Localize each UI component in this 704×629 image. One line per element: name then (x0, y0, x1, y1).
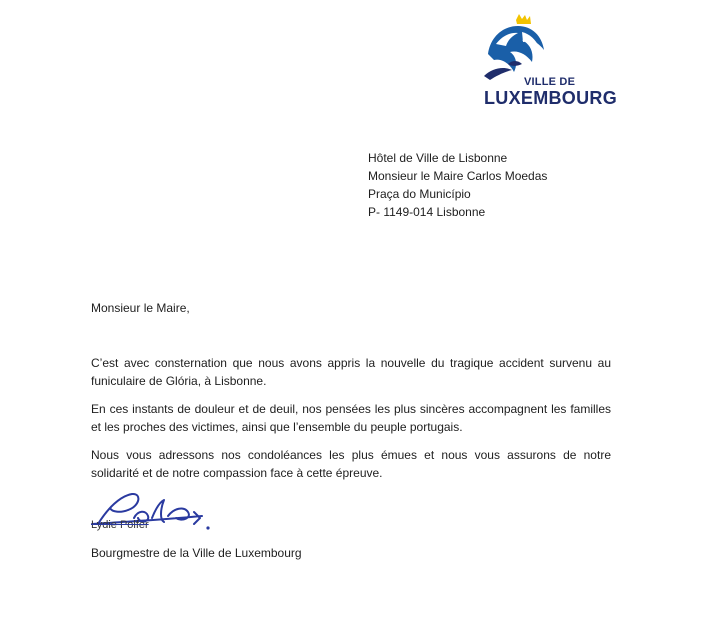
paragraph-3: Nous vous adressons nos condoléances les plus émues et nous vous assurons de notre solidarité et de notre compassion face à cette épreuve. (91, 448, 611, 480)
logo-text-luxembourg: LUXEMBOURG (484, 88, 617, 108)
ville-de-luxembourg-logo (474, 14, 624, 108)
salutation: Monsieur le Maire, (91, 301, 190, 315)
address-line-2: Monsieur le Maire Carlos Moedas (368, 169, 548, 183)
paragraph-2: En ces instants de douleur et de deuil, nos pensées les plus sincères accompagnent les familles et les proches des victimes, ainsi que l’ensemble du peuple portugais. (91, 402, 611, 434)
signer-title: Bourgmestre de la Ville de Luxembourg (91, 546, 302, 560)
address-line-3: Praça do Município (368, 187, 471, 201)
address-line-1: Hôtel de Ville de Lisbonne (368, 151, 508, 165)
lion-crown-icon (482, 14, 552, 80)
paragraph-1: C’est avec consternation que nous avons appris la nouvelle du tragique accident survenu au funiculaire de Glória, à Lisbonne. (91, 356, 611, 388)
address-line-4: P- 1149-014 Lisbonne (368, 205, 486, 219)
signer-name: Lydie Polfer (91, 519, 149, 531)
letter-body (91, 354, 611, 492)
logo-text-ville-de: VILLE DE (524, 76, 576, 88)
recipient-address (368, 149, 547, 221)
